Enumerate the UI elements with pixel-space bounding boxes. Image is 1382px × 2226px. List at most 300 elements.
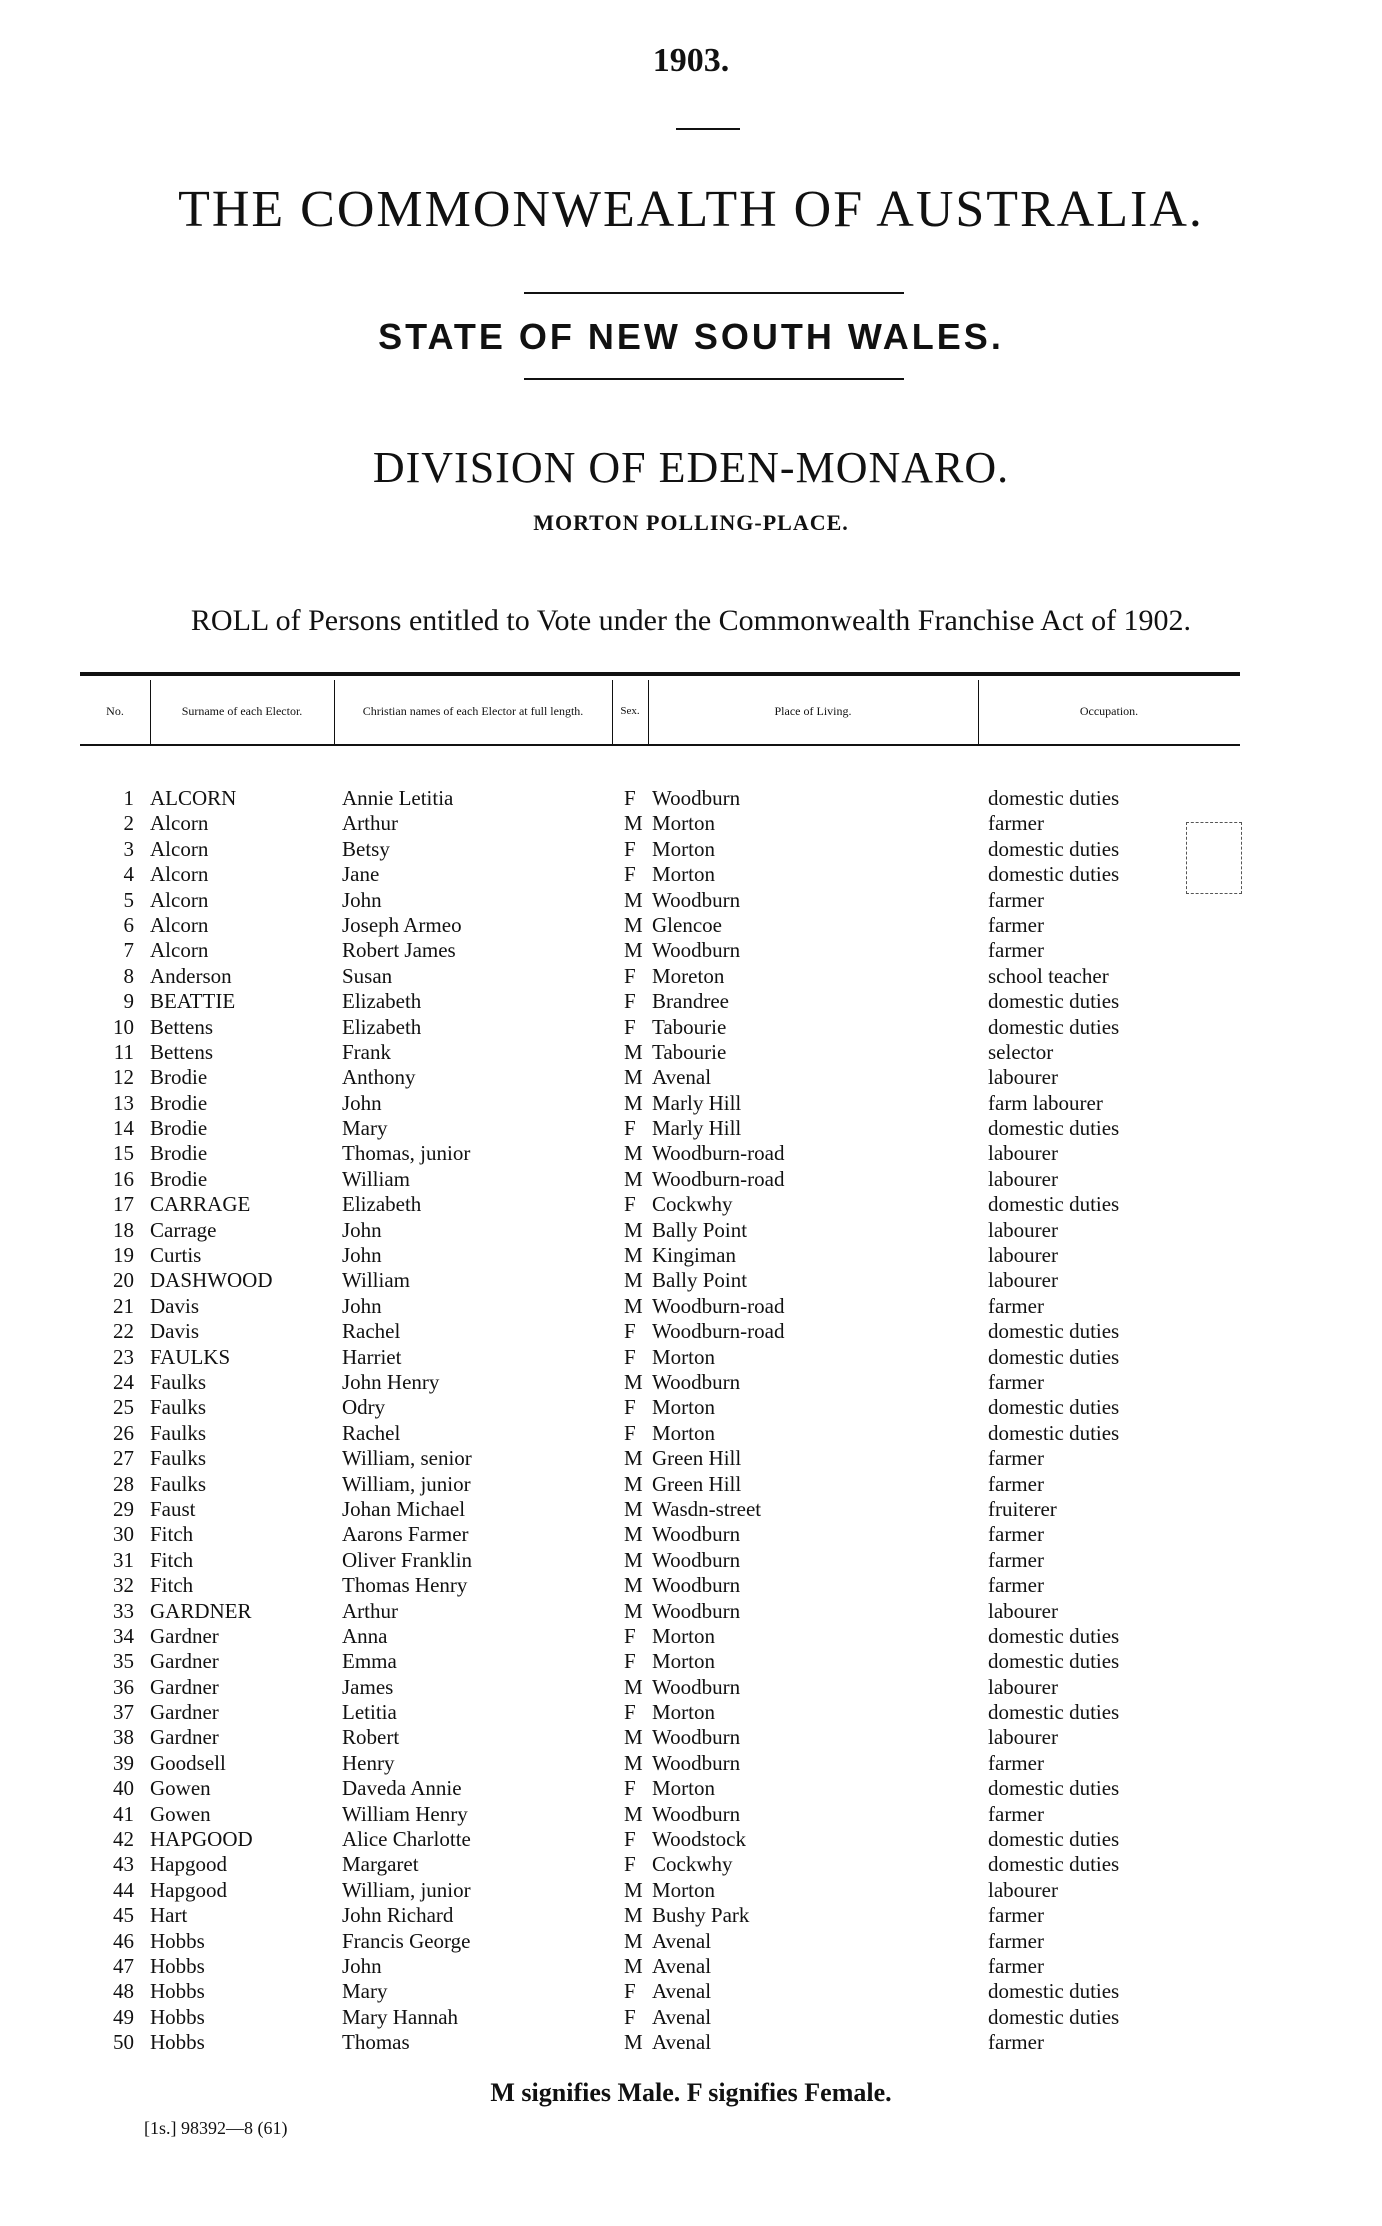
- elector-number: 15: [113, 1141, 134, 1166]
- elector-occupation: domestic duties: [988, 1979, 1120, 2004]
- elector-surname: Alcorn: [150, 836, 209, 861]
- table-row: [0, 1040, 1382, 1065]
- table-row: [0, 1573, 1382, 1598]
- elector-number: 17: [113, 1192, 134, 1217]
- elector-number: 50: [113, 2030, 134, 2055]
- table-row: [0, 913, 1382, 938]
- elector-surname: Gardner: [150, 1623, 219, 1648]
- elector-surname: Bettens: [150, 1014, 213, 1039]
- elector-christian-names: Henry: [342, 1750, 395, 1775]
- elector-number: 46: [113, 1928, 134, 1953]
- elector-place: Morton: [652, 1395, 715, 1420]
- elector-christian-names: John: [342, 1293, 382, 1318]
- elector-place: Wasdn-street: [652, 1496, 762, 1521]
- elector-christian-names: John Richard: [342, 1903, 454, 1928]
- elector-number: 10: [113, 1014, 134, 1039]
- table-row: [0, 1979, 1382, 2004]
- elector-number: 19: [113, 1243, 134, 1268]
- table-header-top-rule: [80, 672, 1240, 676]
- elector-sex: M: [624, 938, 643, 963]
- table-row: [0, 1294, 1382, 1319]
- elector-number: 34: [113, 1623, 134, 1648]
- elector-christian-names: Annie Letitia: [342, 786, 454, 810]
- elector-surname: Davis: [150, 1293, 199, 1318]
- elector-occupation: domestic duties: [988, 862, 1120, 887]
- elector-sex: F: [624, 836, 636, 861]
- table-row: [0, 1675, 1382, 1700]
- elector-christian-names: Oliver Franklin: [342, 1547, 473, 1572]
- elector-number: 27: [113, 1446, 134, 1471]
- state-divider-bottom: [524, 378, 904, 380]
- elector-occupation: farmer: [988, 1369, 1044, 1394]
- state-divider-top: [524, 292, 904, 294]
- elector-sex: M: [624, 811, 643, 836]
- elector-surname: HAPGOOD: [150, 1827, 253, 1852]
- table-row: [0, 1472, 1382, 1497]
- elector-place: Woodburn: [652, 1369, 741, 1394]
- elector-sex: M: [624, 1141, 643, 1166]
- elector-occupation: domestic duties: [988, 1014, 1120, 1039]
- elector-number: 35: [113, 1649, 134, 1674]
- column-header-place: Place of Living.: [774, 703, 852, 718]
- elector-number: 33: [113, 1598, 134, 1623]
- elector-christian-names: John: [342, 1953, 382, 1978]
- elector-place: Woodburn: [652, 1573, 741, 1598]
- elector-surname: Hobbs: [150, 2004, 205, 2029]
- elector-occupation: farmer: [988, 811, 1044, 836]
- elector-number: 43: [113, 1852, 134, 1877]
- elector-occupation: farmer: [988, 912, 1044, 937]
- elector-number: 37: [113, 1700, 134, 1725]
- elector-surname: Fitch: [150, 1573, 194, 1598]
- elector-place: Woodburn: [652, 786, 741, 810]
- elector-place: Glencoe: [652, 912, 722, 937]
- elector-occupation: farmer: [988, 1547, 1044, 1572]
- elector-sex: M: [624, 1674, 643, 1699]
- elector-surname: DASHWOOD: [150, 1268, 273, 1293]
- elector-occupation: farmer: [988, 1903, 1044, 1928]
- elector-occupation: domestic duties: [988, 1420, 1120, 1445]
- elector-christian-names: Thomas Henry: [342, 1573, 468, 1598]
- elector-occupation: domestic duties: [988, 1116, 1120, 1141]
- elector-place: Woodburn: [652, 1725, 741, 1750]
- table-row: [0, 1446, 1382, 1471]
- table-row: [0, 811, 1382, 836]
- elector-place: Morton: [652, 1776, 715, 1801]
- elector-surname: Hobbs: [150, 1979, 205, 2004]
- elector-occupation: domestic duties: [988, 1827, 1120, 1852]
- table-row: [0, 1167, 1382, 1192]
- elector-surname: Brodie: [150, 1090, 208, 1115]
- elector-number: 11: [113, 1039, 134, 1064]
- elector-sex: M: [624, 1598, 643, 1623]
- elector-number: 5: [123, 887, 134, 912]
- elector-occupation: selector: [988, 1039, 1054, 1064]
- elector-christian-names: Emma: [342, 1649, 397, 1674]
- elector-christian-names: William Henry: [342, 1801, 468, 1826]
- table-header-bottom-rule: [80, 744, 1240, 746]
- elector-sex: F: [624, 862, 636, 887]
- elector-sex: F: [624, 1852, 636, 1877]
- elector-number: 45: [113, 1903, 134, 1928]
- elector-sex: M: [624, 1243, 643, 1268]
- elector-place: Avenal: [652, 1979, 712, 2004]
- table-row: [0, 989, 1382, 1014]
- elector-surname: Curtis: [150, 1243, 202, 1268]
- elector-place: Bally Point: [652, 1268, 748, 1293]
- table-row: [0, 1015, 1382, 1040]
- elector-sex: M: [624, 912, 643, 937]
- elector-occupation: labourer: [988, 1243, 1058, 1268]
- table-row: [0, 1649, 1382, 1674]
- elector-surname: Gardner: [150, 1674, 219, 1699]
- elector-number: 32: [113, 1573, 134, 1598]
- elector-sex: F: [624, 1776, 636, 1801]
- elector-sex: M: [624, 1953, 643, 1978]
- elector-christian-names: Joseph Armeo: [342, 912, 462, 937]
- table-row: [0, 862, 1382, 887]
- elector-place: Avenal: [652, 1928, 712, 1953]
- page-year: 1903.: [652, 42, 730, 79]
- elector-christian-names: Letitia: [342, 1700, 397, 1725]
- elector-surname: Gardner: [150, 1725, 219, 1750]
- elector-sex: M: [624, 1903, 643, 1928]
- elector-occupation: domestic duties: [988, 786, 1120, 810]
- elector-surname: Gowen: [150, 1776, 211, 1801]
- elector-place: Morton: [652, 1649, 715, 1674]
- table-row: [0, 1345, 1382, 1370]
- elector-occupation: fruiterer: [988, 1496, 1057, 1521]
- table-row: [0, 938, 1382, 963]
- elector-sex: M: [624, 1801, 643, 1826]
- elector-number: 21: [113, 1293, 134, 1318]
- elector-christian-names: Aarons Farmer: [342, 1522, 469, 1547]
- elector-place: Avenal: [652, 2030, 712, 2055]
- elector-sex: M: [624, 1446, 643, 1471]
- elector-sex: F: [624, 1319, 636, 1344]
- elector-christian-names: Francis George: [342, 1928, 471, 1953]
- elector-sex: F: [624, 989, 636, 1014]
- elector-occupation: farmer: [988, 1573, 1044, 1598]
- table-row: [0, 1522, 1382, 1547]
- elector-number: 29: [113, 1496, 134, 1521]
- column-header-sex: Sex.: [620, 704, 640, 717]
- elector-place: Morton: [652, 1420, 715, 1445]
- elector-christian-names: Odry: [342, 1395, 386, 1420]
- table-row: [0, 2005, 1382, 2030]
- elector-sex: F: [624, 1700, 636, 1725]
- elector-sex: M: [624, 1217, 643, 1242]
- elector-surname: CARRAGE: [150, 1192, 251, 1217]
- elector-number: 26: [113, 1420, 134, 1445]
- elector-sex: M: [624, 1065, 643, 1090]
- elector-number: 4: [123, 862, 134, 887]
- elector-number: 9: [123, 989, 134, 1014]
- column-header-christian-names: Christian names of each Elector at full length.: [362, 703, 584, 718]
- elector-occupation: domestic duties: [988, 1700, 1120, 1725]
- elector-christian-names: Anthony: [342, 1065, 416, 1090]
- elector-surname: Brodie: [150, 1065, 208, 1090]
- elector-occupation: farm labourer: [988, 1090, 1103, 1115]
- elector-christian-names: Robert: [342, 1725, 400, 1750]
- elector-christian-names: Betsy: [342, 836, 390, 861]
- elector-occupation: farmer: [988, 938, 1044, 963]
- elector-occupation: labourer: [988, 1877, 1058, 1902]
- elector-surname: Hart: [150, 1903, 188, 1928]
- elector-number: 49: [113, 2004, 134, 2029]
- elector-surname: Hobbs: [150, 1928, 205, 1953]
- elector-sex: F: [624, 1827, 636, 1852]
- table-row: [0, 2030, 1382, 2055]
- elector-place: Morton: [652, 836, 715, 861]
- elector-occupation: labourer: [988, 1674, 1058, 1699]
- elector-place: Woodburn: [652, 1598, 741, 1623]
- elector-christian-names: Rachel: [342, 1319, 401, 1344]
- elector-number: 39: [113, 1750, 134, 1775]
- elector-sex: M: [624, 1750, 643, 1775]
- elector-sex: F: [624, 1344, 636, 1369]
- elector-christian-names: Robert James: [342, 938, 456, 963]
- elector-sex: F: [624, 1979, 636, 2004]
- elector-sex: M: [624, 887, 643, 912]
- elector-christian-names: Alice Charlotte: [342, 1827, 471, 1852]
- elector-place: Woodburn-road: [652, 1141, 785, 1166]
- elector-place: Avenal: [652, 2004, 712, 2029]
- elector-surname: Faulks: [150, 1369, 207, 1394]
- elector-occupation: domestic duties: [988, 1192, 1120, 1217]
- elector-surname: Brodie: [150, 1141, 208, 1166]
- table-row: [0, 1624, 1382, 1649]
- elector-christian-names: William: [342, 1166, 410, 1191]
- elector-number: 42: [113, 1827, 134, 1852]
- elector-number: 8: [123, 963, 134, 988]
- table-row: [0, 1091, 1382, 1116]
- elector-occupation: domestic duties: [988, 989, 1120, 1014]
- elector-surname: Bettens: [150, 1039, 213, 1064]
- elector-occupation: farmer: [988, 1293, 1044, 1318]
- elector-occupation: farmer: [988, 1953, 1044, 1978]
- elector-surname: Gardner: [150, 1700, 219, 1725]
- elector-christian-names: Anna: [342, 1623, 388, 1648]
- elector-sex: M: [624, 1725, 643, 1750]
- elector-place: Morton: [652, 1700, 715, 1725]
- elector-christian-names: James: [342, 1674, 394, 1699]
- elector-occupation: domestic duties: [988, 1649, 1120, 1674]
- elector-number: 47: [113, 1953, 134, 1978]
- elector-number: 1: [123, 786, 134, 810]
- elector-number: 25: [113, 1395, 134, 1420]
- elector-christian-names: Thomas: [342, 2030, 410, 2055]
- table-row: [0, 1929, 1382, 1954]
- elector-surname: FAULKS: [150, 1344, 231, 1369]
- elector-occupation: farmer: [988, 1471, 1044, 1496]
- table-row: [0, 1268, 1382, 1293]
- elector-sex: F: [624, 786, 636, 810]
- elector-number: 41: [113, 1801, 134, 1826]
- elector-sex: M: [624, 1166, 643, 1191]
- elector-surname: GARDNER: [150, 1598, 252, 1623]
- elector-place: Woodburn-road: [652, 1319, 785, 1344]
- table-row: [0, 1243, 1382, 1268]
- table-row: [0, 1218, 1382, 1243]
- elector-christian-names: Susan: [342, 963, 393, 988]
- elector-number: 20: [113, 1268, 134, 1293]
- elector-place: Cockwhy: [652, 1192, 733, 1217]
- elector-christian-names: John: [342, 1217, 382, 1242]
- table-row: [0, 1370, 1382, 1395]
- country-title: THE COMMONWEALTH OF AUSTRALIA.: [178, 181, 1204, 238]
- elector-surname: Alcorn: [150, 811, 209, 836]
- sex-legend: M signifies Male. F signifies Female.: [490, 2078, 892, 2107]
- elector-christian-names: Thomas, junior: [342, 1141, 471, 1166]
- elector-surname: Alcorn: [150, 938, 209, 963]
- elector-sex: M: [624, 1268, 643, 1293]
- elector-number: 6: [123, 912, 134, 937]
- table-row: [0, 1421, 1382, 1446]
- elector-place: Moreton: [652, 963, 725, 988]
- elector-place: Bally Point: [652, 1217, 748, 1242]
- elector-occupation: labourer: [988, 1725, 1058, 1750]
- elector-place: Tabourie: [652, 1014, 727, 1039]
- elector-place: Brandree: [652, 989, 729, 1014]
- elector-christian-names: John: [342, 1090, 382, 1115]
- elector-surname: Hapgood: [150, 1852, 227, 1877]
- elector-surname: BEATTIE: [150, 989, 236, 1014]
- elector-christian-names: Frank: [342, 1039, 391, 1064]
- elector-number: 30: [113, 1522, 134, 1547]
- elector-place: Tabourie: [652, 1039, 727, 1064]
- elector-sex: F: [624, 1395, 636, 1420]
- elector-surname: Alcorn: [150, 862, 209, 887]
- elector-occupation: domestic duties: [988, 1319, 1120, 1344]
- elector-place: Cockwhy: [652, 1852, 733, 1877]
- elector-christian-names: Jane: [342, 862, 380, 887]
- print-reference: [1s.] 98392—8 (61): [144, 2118, 288, 2138]
- elector-surname: Hobbs: [150, 2030, 205, 2055]
- elector-occupation: labourer: [988, 1065, 1058, 1090]
- elector-christian-names: Rachel: [342, 1420, 401, 1445]
- elector-sex: F: [624, 1649, 636, 1674]
- elector-occupation: labourer: [988, 1598, 1058, 1623]
- elector-sex: M: [624, 1547, 643, 1572]
- elector-place: Avenal: [652, 1953, 712, 1978]
- state-title: STATE OF NEW SOUTH WALES.: [378, 316, 1004, 357]
- table-row: [0, 1116, 1382, 1141]
- elector-sex: F: [624, 2004, 636, 2029]
- elector-sex: F: [624, 1192, 636, 1217]
- elector-number: 14: [113, 1116, 134, 1141]
- roll-title: ROLL of Persons entitled to Vote under the Commonwealth Franchise Act of 1902.: [190, 604, 1192, 637]
- column-header-surname: Surname of each Elector.: [181, 703, 303, 718]
- elector-christian-names: Elizabeth: [342, 1014, 422, 1039]
- elector-occupation: farmer: [988, 1446, 1044, 1471]
- elector-number: 38: [113, 1725, 134, 1750]
- elector-christian-names: Margaret: [342, 1852, 419, 1877]
- elector-christian-names: John: [342, 887, 382, 912]
- table-row: [0, 1065, 1382, 1090]
- elector-place: Woodburn: [652, 1801, 741, 1826]
- elector-christian-names: Harriet: [342, 1344, 402, 1369]
- elector-place: Marly Hill: [652, 1090, 742, 1115]
- elector-surname: Carrage: [150, 1217, 217, 1242]
- elector-place: Woodstock: [652, 1827, 746, 1852]
- table-row: [0, 1802, 1382, 1827]
- elector-sex: F: [624, 1420, 636, 1445]
- elector-number: 3: [123, 836, 134, 861]
- elector-place: Morton: [652, 1623, 715, 1648]
- table-row: [0, 1700, 1382, 1725]
- elector-place: Green Hill: [652, 1446, 742, 1471]
- elector-number: 18: [113, 1217, 134, 1242]
- table-row: [0, 1954, 1382, 1979]
- elector-place: Kingiman: [652, 1243, 736, 1268]
- elector-sex: F: [624, 1116, 636, 1141]
- table-row: [0, 1497, 1382, 1522]
- elector-place: Woodburn-road: [652, 1293, 785, 1318]
- elector-sex: M: [624, 1522, 643, 1547]
- table-row: [0, 1141, 1382, 1166]
- table-row: [0, 837, 1382, 862]
- table-row: [0, 888, 1382, 913]
- elector-christian-names: John: [342, 1243, 382, 1268]
- elector-number: 23: [113, 1344, 134, 1369]
- elector-number: 22: [113, 1319, 134, 1344]
- elector-number: 2: [123, 811, 134, 836]
- elector-place: Woodburn: [652, 1750, 741, 1775]
- elector-occupation: domestic duties: [988, 836, 1120, 861]
- elector-sex: F: [624, 1623, 636, 1648]
- table-row: [0, 1878, 1382, 1903]
- elector-sex: M: [624, 1090, 643, 1115]
- table-row: [0, 1548, 1382, 1573]
- table-row: [0, 1776, 1382, 1801]
- elector-occupation: domestic duties: [988, 2004, 1120, 2029]
- elector-christian-names: William, junior: [342, 1471, 471, 1496]
- table-row: [0, 1192, 1382, 1217]
- elector-occupation: farmer: [988, 1750, 1044, 1775]
- elector-sex: M: [624, 1039, 643, 1064]
- elector-occupation: domestic duties: [988, 1852, 1120, 1877]
- elector-place: Woodburn: [652, 1674, 741, 1699]
- elector-occupation: farmer: [988, 1801, 1044, 1826]
- elector-christian-names: William, junior: [342, 1877, 471, 1902]
- table-row: [0, 1725, 1382, 1750]
- elector-surname: Hapgood: [150, 1877, 227, 1902]
- elector-christian-names: Mary: [342, 1116, 388, 1141]
- elector-christian-names: Arthur: [342, 1598, 398, 1623]
- electoral-roll-table: [0, 786, 1382, 2056]
- elector-occupation: labourer: [988, 1166, 1058, 1191]
- elector-number: 13: [113, 1090, 134, 1115]
- table-row: [0, 964, 1382, 989]
- elector-surname: Gowen: [150, 1801, 211, 1826]
- stamp-mark: [1186, 822, 1242, 894]
- elector-number: 31: [113, 1547, 134, 1572]
- elector-surname: Faulks: [150, 1395, 207, 1420]
- elector-christian-names: Daveda Annie: [342, 1776, 462, 1801]
- polling-place-title: MORTON POLLING-PLACE.: [533, 510, 849, 535]
- elector-occupation: domestic duties: [988, 1623, 1120, 1648]
- elector-place: Woodburn: [652, 1522, 741, 1547]
- elector-surname: Faulks: [150, 1446, 207, 1471]
- table-row: [0, 1903, 1382, 1928]
- elector-christian-names: William: [342, 1268, 410, 1293]
- elector-surname: Faulks: [150, 1420, 207, 1445]
- elector-number: 7: [123, 938, 134, 963]
- elector-occupation: domestic duties: [988, 1395, 1120, 1420]
- elector-occupation: farmer: [988, 887, 1044, 912]
- elector-place: Woodburn: [652, 887, 741, 912]
